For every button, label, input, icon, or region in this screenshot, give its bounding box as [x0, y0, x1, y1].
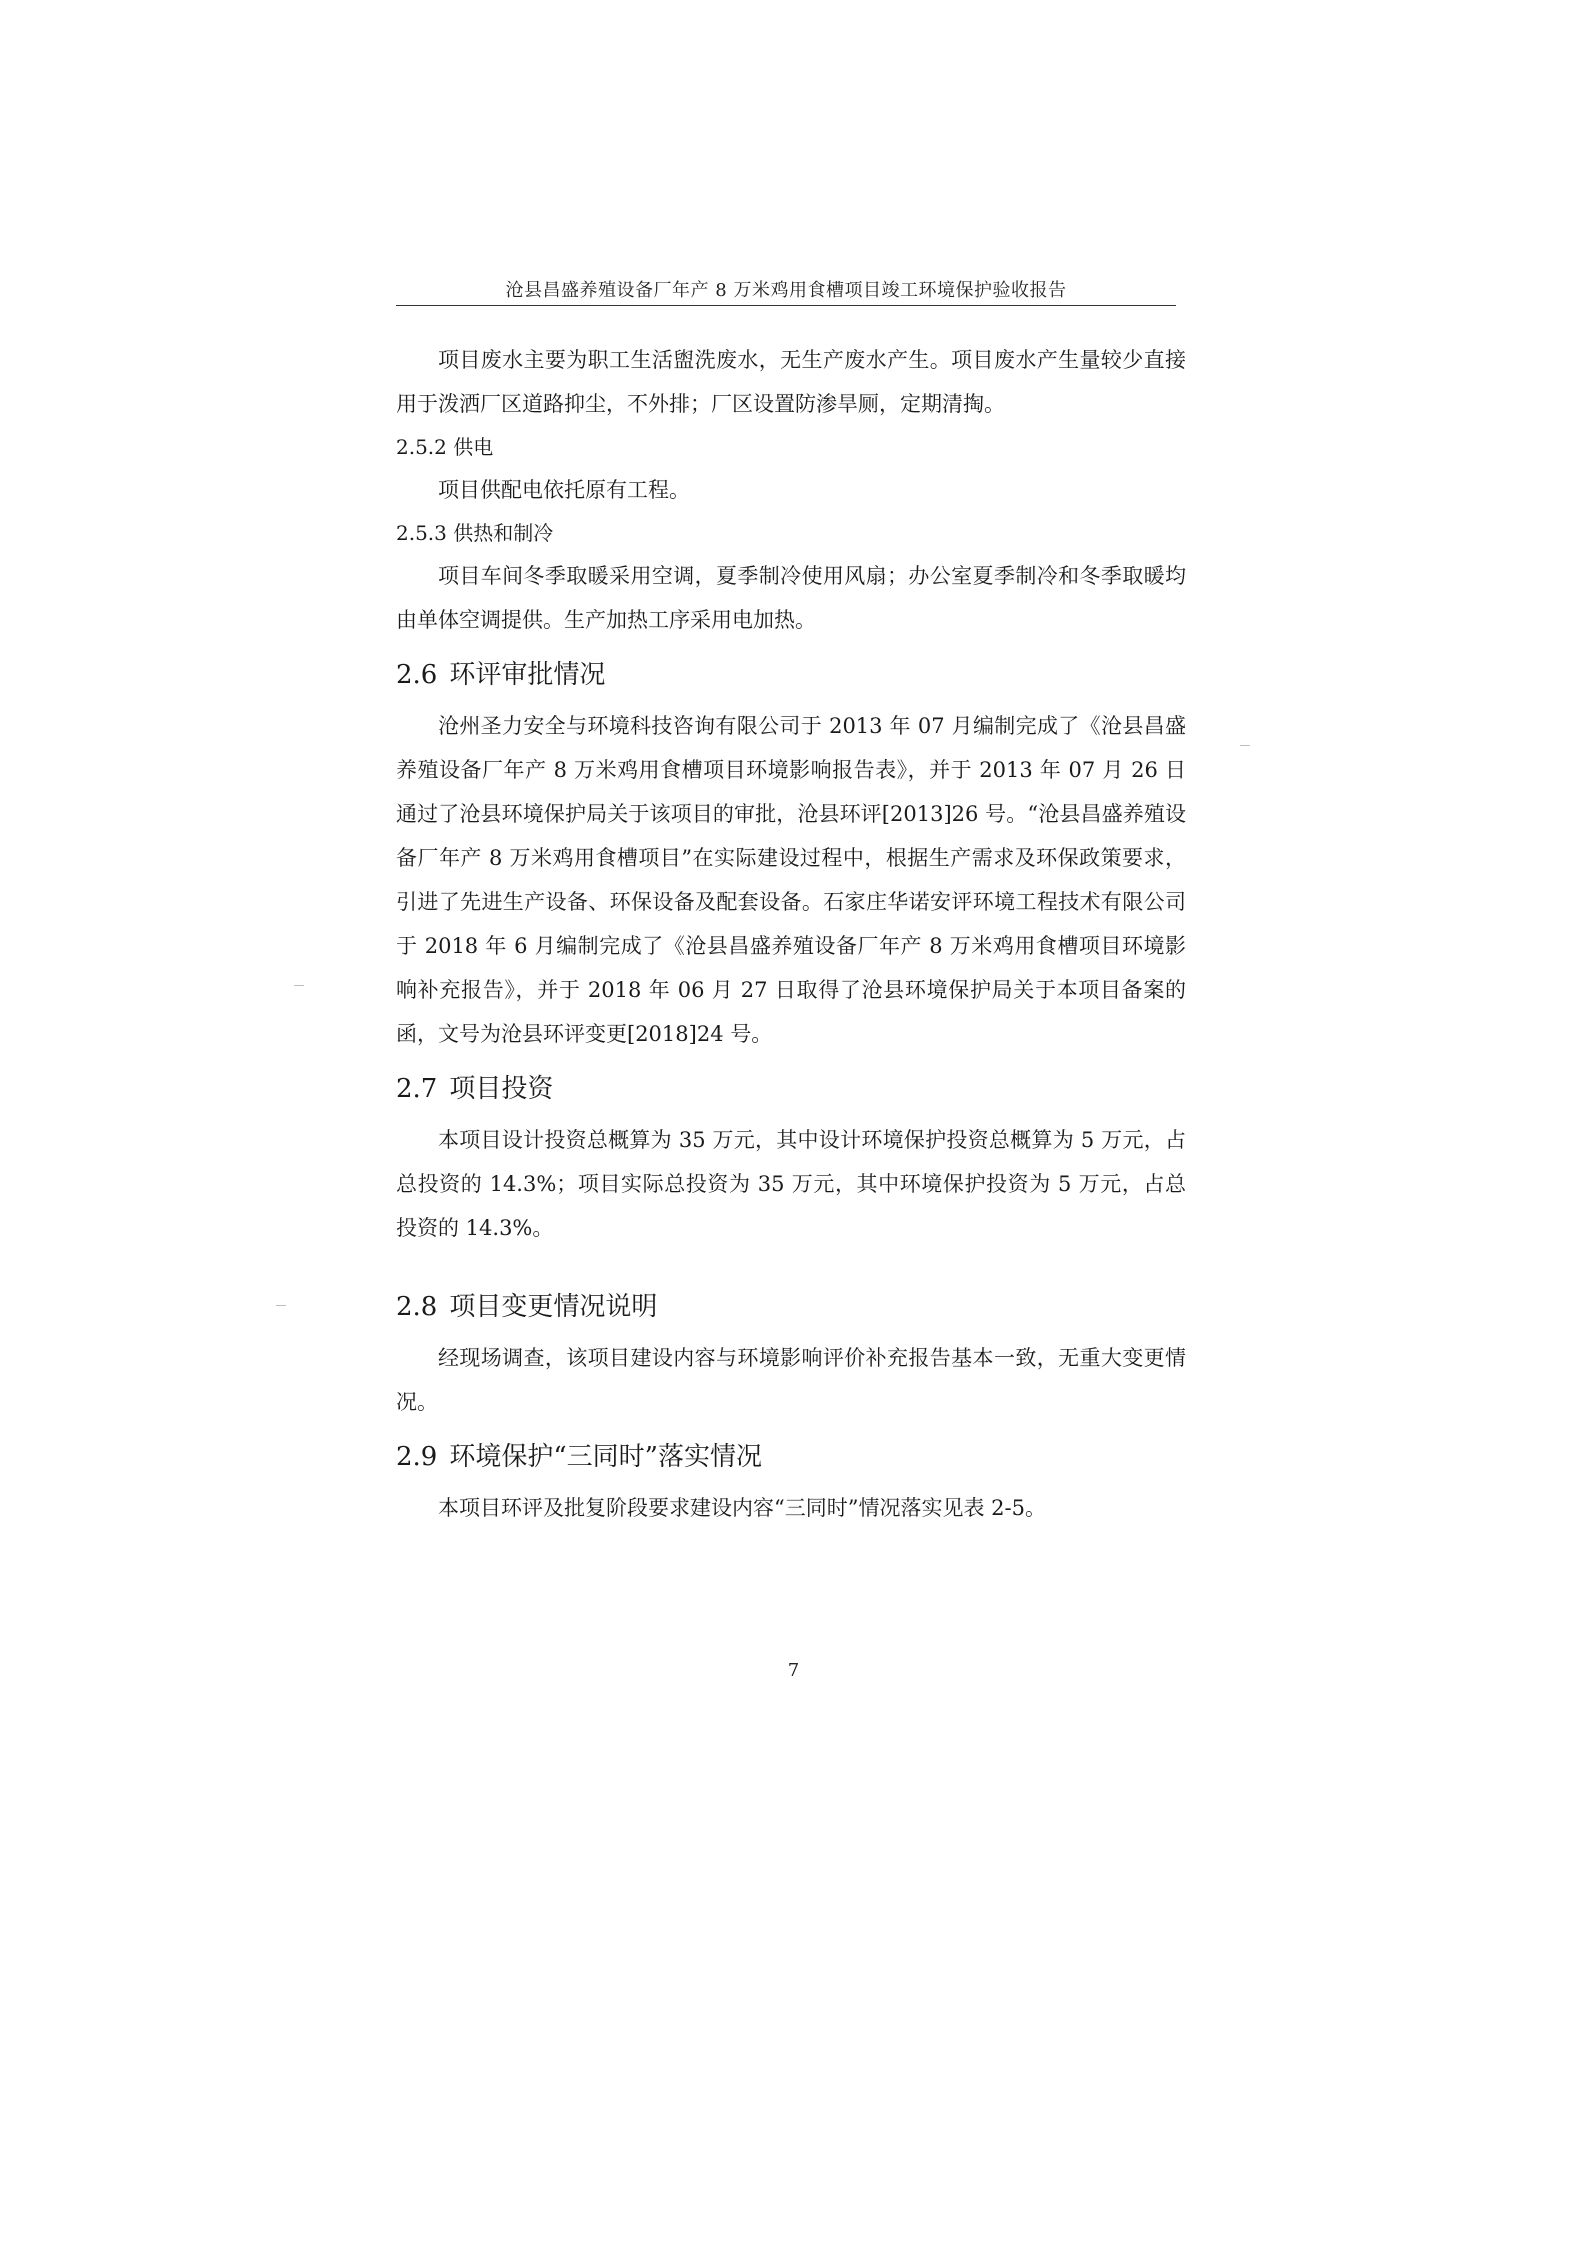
subsection-2-5-2: [396, 426, 1186, 468]
scan-mark: [1240, 745, 1250, 746]
paragraph-three-simultaneous: 本项目环评及批复阶段要求建设内容“三同时”情况落实见表 2-5。: [438, 1496, 1046, 1520]
paragraph-heating: 项目车间冬季取暖采用空调，夏季制冷使用风扇；办公室夏季制冷和冬季取暖均由单体空调提供。生产加热工序采用电加热。: [396, 564, 1186, 632]
section-number: 2.7: [396, 1074, 438, 1104]
section-number: 2.8: [396, 1292, 438, 1322]
header-rule: [396, 305, 1176, 306]
page-number: 7: [787, 1660, 800, 1681]
paragraph-change: 经现场调查，该项目建设内容与环境影响评价补充报告基本一致，无重大变更情况。: [396, 1346, 1186, 1414]
subsection-2-5-3: [396, 512, 1186, 554]
section-2-8: [396, 1288, 1186, 1326]
section-2-7: [396, 1070, 1186, 1108]
subsection-title: 供热和制冷: [453, 521, 554, 545]
section-number: 2.6: [396, 660, 438, 690]
section-title: 环境保护“三同时”落实情况: [449, 1442, 762, 1472]
paragraph-wastewater: 项目废水主要为职工生活盥洗废水，无生产废水产生。项目废水产生量较少直接用于泼洒厂区道路抑尘，不外排；厂区设置防渗旱厕，定期清掏。: [396, 348, 1186, 416]
paragraph-power: 项目供配电依托原有工程。: [438, 478, 690, 502]
section-title: 环评审批情况: [449, 660, 606, 690]
section-2-6: [396, 656, 1186, 694]
page-content: [396, 338, 1186, 1530]
section-title: 项目投资: [449, 1074, 554, 1104]
spacer: [396, 1250, 1186, 1274]
paragraph-eia: 沧州圣力安全与环境科技咨询有限公司于 2013 年 07 月编制完成了《沧县昌盛养殖设备厂年产 8 万米鸡用食槽项目环境影响报告表》，并于 2013 年 07 月 26 日通过了沧县环境保护局关于该项目的审批，沧县环评[2013]26 号。“沧县昌盛养殖设备厂年产 8 万米鸡用食槽项目”在实际建设过程中，根据生产需求及环保政策要求，引进了先进生产设备、环保设备及配套设备。石家庄华诺安评环境工程技术有限公司于 2018 年 6 月编制完成了《沧县昌盛养殖设备厂年产 8 万米鸡用食槽项目环境影响补充报告》，并于 2018 年 06 月 27 日取得了沧县环境保护局关于本项目备案的函，文号为沧县环评变更[2018]24 号。: [396, 714, 1186, 1046]
subsection-title: 供电: [453, 435, 494, 459]
scan-mark: [294, 985, 304, 986]
subsection-number: 2.5.2: [396, 435, 447, 459]
section-2-9: [396, 1438, 1186, 1476]
section-title: 项目变更情况说明: [449, 1292, 658, 1322]
subsection-number: 2.5.3: [396, 521, 447, 545]
scan-mark: [276, 1305, 286, 1306]
section-number: 2.9: [396, 1442, 438, 1472]
paragraph-investment: 本项目设计投资总概算为 35 万元，其中设计环境保护投资总概算为 5 万元，占总投资的 14.3%；项目实际总投资为 35 万元，其中环境保护投资为 5 万元，占总投资的 14.3%。: [396, 1128, 1186, 1240]
running-header: 沧县昌盛养殖设备厂年产 8 万米鸡用食槽项目竣工环境保护验收报告: [505, 280, 1067, 301]
